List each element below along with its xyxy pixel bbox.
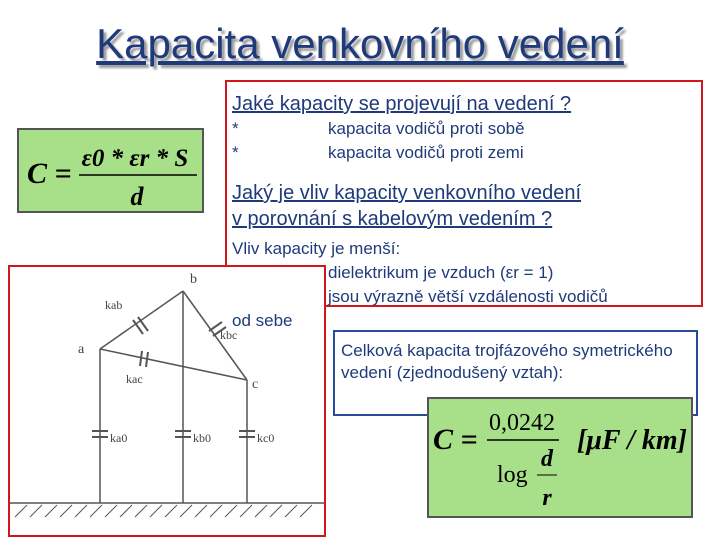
formula1-lhs: C = bbox=[27, 157, 72, 190]
formula1-numerator: ε0 * εr * S bbox=[81, 145, 189, 172]
answer-tail: od sebe bbox=[232, 311, 293, 330]
list-item: * kapacita vodičů proti zemi bbox=[232, 143, 524, 162]
list-item: dielektrikum je vzduch (εr = 1) bbox=[328, 263, 554, 282]
question-1: Jaké kapacity se projevují na vedení ? bbox=[232, 93, 572, 115]
formula2-log: log bbox=[497, 462, 528, 488]
kc0-label: kc0 bbox=[257, 431, 275, 445]
formula2-r: r bbox=[542, 485, 552, 511]
list-item: * kapacita vodičů proti sobě bbox=[232, 119, 525, 138]
kb0-label: kb0 bbox=[193, 431, 211, 445]
kbc-label: kbc bbox=[220, 328, 238, 342]
question-2-line2: v porovnání s kabelovým vedením ? bbox=[232, 208, 553, 230]
capacitance-formula-box bbox=[17, 128, 204, 213]
formula2-numerator: 0,0242 bbox=[489, 410, 555, 436]
node-b-label: b bbox=[190, 272, 197, 287]
total-capacitance-formula-box bbox=[427, 397, 693, 518]
kac-label: kac bbox=[126, 372, 143, 386]
page-title: Kapacita venkovního vedení bbox=[96, 20, 624, 67]
note-text: Celková kapacita trojfázového symetrického vedení (zjednodušený vztah): bbox=[341, 341, 673, 382]
node-c-label: c bbox=[252, 377, 259, 392]
formula2-lhs: C = bbox=[433, 423, 478, 456]
line-capacitance-diagram bbox=[10, 267, 324, 535]
formula2-unit: [μF / km] bbox=[577, 425, 687, 456]
formula2-d: d bbox=[541, 446, 553, 472]
kab-label: kab bbox=[105, 298, 123, 312]
node-a-label: a bbox=[78, 342, 85, 357]
ka0-label: ka0 bbox=[110, 431, 128, 445]
formula1-denominator: d bbox=[130, 182, 144, 211]
list-item: jsou výrazně větší vzdálenosti vodičů bbox=[328, 287, 608, 306]
question-2-line1: Jaký je vliv kapacity venkovního vedení bbox=[232, 182, 582, 204]
capacitance-diagram-box bbox=[8, 265, 326, 537]
answer-head: Vliv kapacity je menší: bbox=[232, 239, 401, 258]
